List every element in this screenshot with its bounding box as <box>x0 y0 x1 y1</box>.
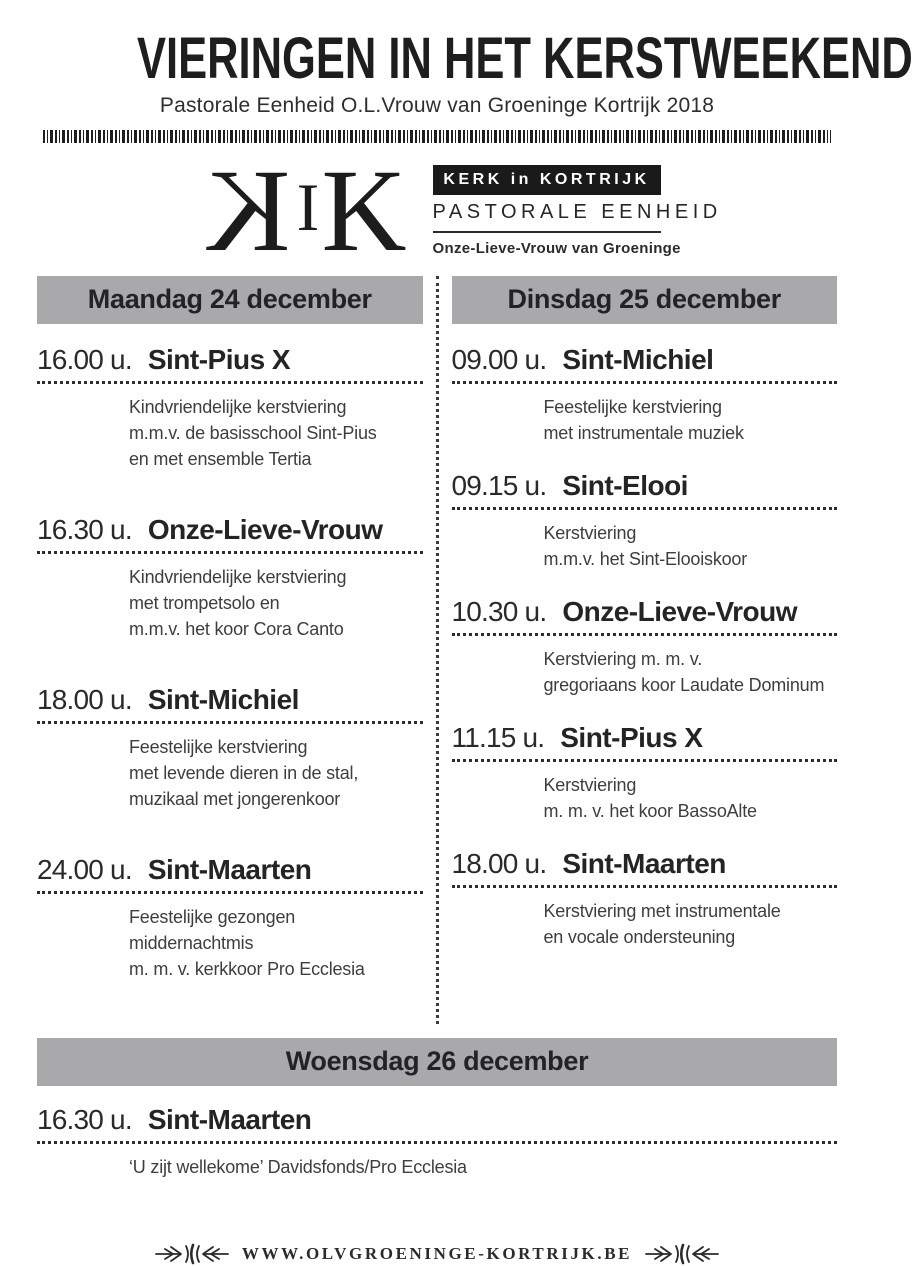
event-church: Sint-Maarten <box>147 853 312 885</box>
monogram-letter-i: I <box>296 168 320 245</box>
event <box>452 344 838 446</box>
column-tuesday-25 <box>452 276 838 1024</box>
fleuron-ornament-icon <box>644 1242 720 1266</box>
logo-parish: Onze-Lieve-Vrouw van Groeninge <box>432 240 681 258</box>
event-heading <box>452 470 838 510</box>
event-church: Sint-Maarten <box>147 1103 312 1135</box>
event-description: Kindvriendelijke kerstviering m.m.v. de basisschool Sint-Pius en met ensemble Tertia <box>129 396 377 469</box>
event-description: Kerstviering met instrumentale en vocale ondersteuning <box>543 900 781 947</box>
event-description: Kindvriendelijke kerstviering met trompetsolo en m.m.v. het koor Cora Canto <box>129 566 347 639</box>
day-header: Dinsdag 25 december <box>452 276 838 324</box>
event <box>37 684 423 812</box>
event-time: 10.30 u. <box>451 595 547 627</box>
event <box>452 722 838 824</box>
logo-text-block <box>432 165 722 258</box>
event-heading <box>37 344 423 384</box>
event-description: Feestelijke kerstviering met levende dieren in de stal, muzikaal met jongerenkoor <box>129 736 359 809</box>
event <box>452 596 838 698</box>
column-monday-24 <box>37 276 423 1024</box>
event-time: 11.15 u. <box>451 721 545 753</box>
event-description: Kerstviering m. m. v. gregoriaans koor Laudate Dominum <box>543 648 825 695</box>
event-description: Kerstviering m.m.v. het Sint-Elooiskoor <box>543 522 748 569</box>
event-time: 09.00 u. <box>451 343 547 375</box>
event-church: Sint-Michiel <box>562 343 714 375</box>
event-time: 16.00 u. <box>37 343 132 375</box>
event-church: Sint-Michiel <box>147 683 299 715</box>
monogram-letter-k: K <box>321 145 407 276</box>
website-url: WWW.OLVGROENINGE-KORTRIJK.BE <box>241 1243 633 1263</box>
logo-unit: PASTORALE EENHEID <box>433 195 661 233</box>
day-header: Woensdag 26 december <box>37 1038 837 1086</box>
page-title: VIERINGEN IN HET KERSTWEEKEND <box>137 26 913 91</box>
event-description: Feestelijke gezongen middernachtmis m. m. v. kerkkoor Pro Ecclesia <box>129 906 365 979</box>
event-description: Kerstviering m. m. v. het koor BassoAlte <box>543 774 757 821</box>
event-heading <box>37 514 423 554</box>
event-heading <box>37 684 423 724</box>
event-heading <box>37 1104 837 1144</box>
page-subtitle: Pastorale Eenheid O.L.Vrouw van Groeninge Kortrijk 2018 <box>159 94 715 117</box>
event-heading <box>452 596 838 636</box>
monogram-letter-k-mirrored: K <box>213 145 291 276</box>
event-time: 18.00 u. <box>451 847 547 879</box>
section-wednesday-26 <box>37 1038 837 1180</box>
fleuron-ornament-icon <box>154 1242 230 1266</box>
event <box>452 470 838 572</box>
kik-monogram-icon <box>213 145 407 276</box>
event-description: Feestelijke kerstviering met instrumentale muziek <box>543 396 744 443</box>
event <box>37 1104 837 1180</box>
column-divider <box>436 276 439 1024</box>
event <box>37 514 423 642</box>
event-time: 16.30 u. <box>37 513 132 545</box>
event <box>37 344 423 472</box>
event-church: Sint-Pius X <box>147 343 291 375</box>
event-heading <box>452 344 838 384</box>
event-church: Sint-Maarten <box>562 847 726 879</box>
barcode-divider <box>43 130 831 143</box>
event <box>37 854 423 982</box>
event-description: ‘U zijt wellekome’ Davidsfonds/Pro Ecclesia <box>129 1156 467 1177</box>
wednesday-events <box>37 1104 837 1180</box>
event-time: 09.15 u. <box>451 469 547 501</box>
event-time: 18.00 u. <box>37 683 132 715</box>
event-heading <box>37 854 423 894</box>
event-time: 24.00 u. <box>37 853 132 885</box>
event-church: Sint-Pius X <box>560 721 703 753</box>
event-church: Sint-Elooi <box>562 469 688 501</box>
event <box>452 848 838 950</box>
event-heading <box>452 848 838 888</box>
footer <box>37 1242 837 1266</box>
event-church: Onze-Lieve-Vrouw <box>562 595 798 627</box>
schedule-columns <box>37 276 837 1024</box>
day-header: Maandag 24 december <box>37 276 423 324</box>
event-church: Onze-Lieve-Vrouw <box>147 513 383 545</box>
logo-banner: KERK in KORTRIJK <box>433 165 661 195</box>
event-time: 16.30 u. <box>37 1103 132 1135</box>
event-heading <box>452 722 838 762</box>
kik-logo <box>37 145 837 276</box>
